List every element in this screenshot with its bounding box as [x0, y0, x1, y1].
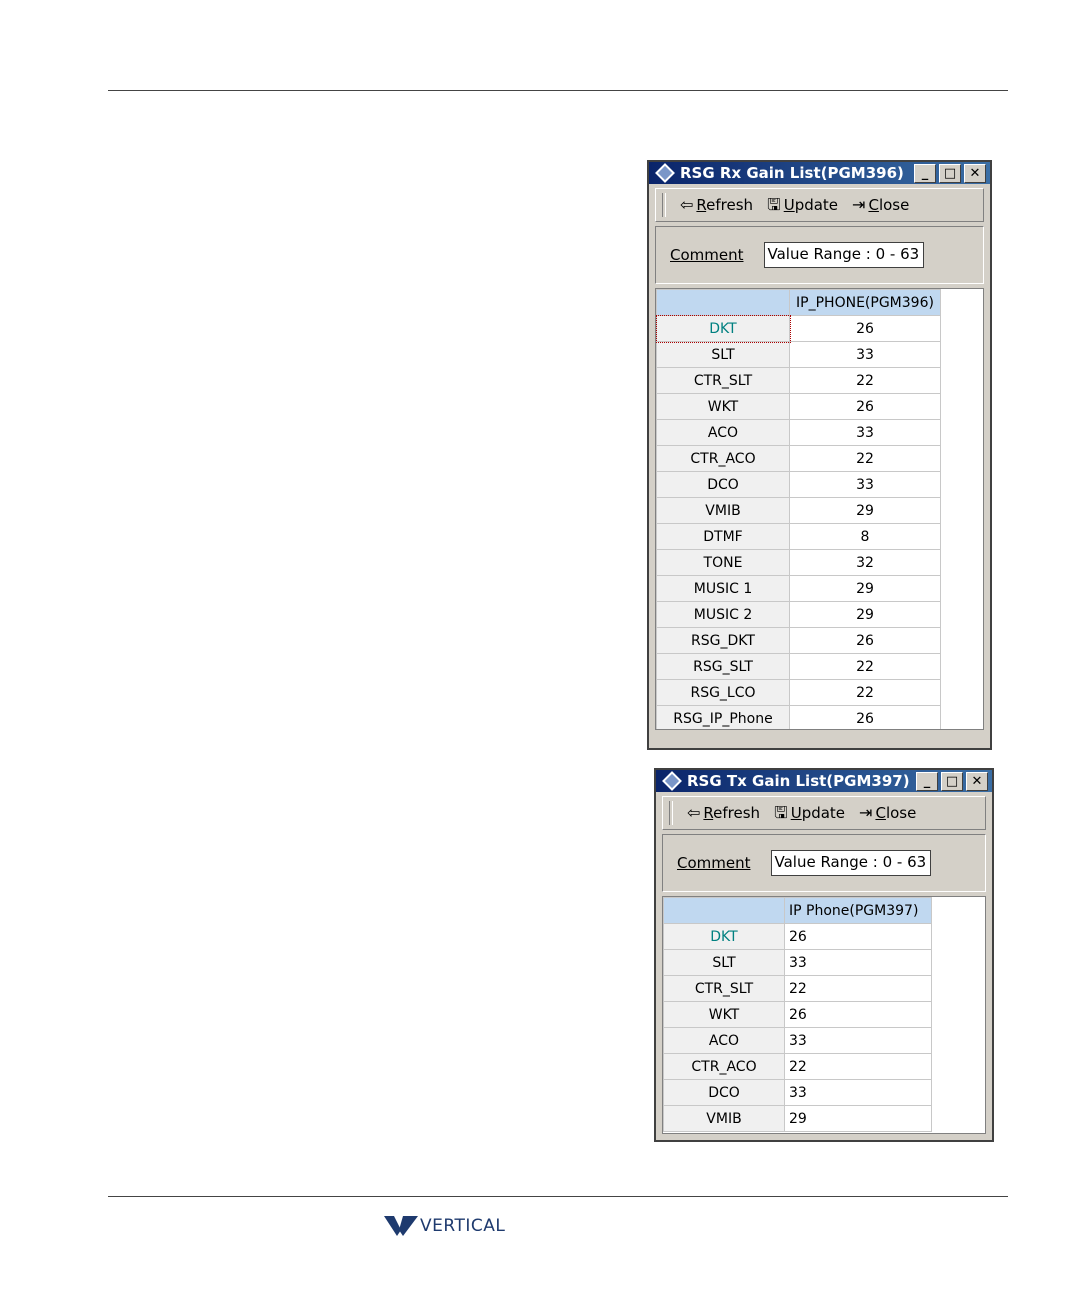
- table-row[interactable]: [657, 394, 941, 420]
- table-row[interactable]: [657, 602, 941, 628]
- table-row[interactable]: [657, 420, 941, 446]
- tx-comment-area: [662, 834, 986, 892]
- row-label[interactable]: VMIB: [664, 1106, 785, 1132]
- gain-value-cell[interactable]: 26: [790, 316, 941, 342]
- row-label[interactable]: RSG_LCO: [657, 680, 790, 706]
- gain-value-cell[interactable]: 29: [790, 602, 941, 628]
- app-icon: [655, 163, 675, 183]
- row-label[interactable]: SLT: [657, 342, 790, 368]
- table-row[interactable]: [664, 1002, 932, 1028]
- rx-comment-area: [655, 226, 984, 284]
- row-label[interactable]: CTR_SLT: [664, 976, 785, 1002]
- row-label[interactable]: DCO: [657, 472, 790, 498]
- vertical-wordmark: VERTICAL: [420, 1216, 506, 1236]
- tx-column-header[interactable]: IP Phone(PGM397): [785, 898, 932, 924]
- table-row[interactable]: [664, 1080, 932, 1106]
- gain-value-cell[interactable]: 32: [790, 550, 941, 576]
- rx-gain-window: [647, 160, 992, 750]
- gain-value-cell[interactable]: 26: [790, 706, 941, 731]
- table-row[interactable]: [657, 342, 941, 368]
- row-label[interactable]: VMIB: [657, 498, 790, 524]
- save-disk-icon: 🖫: [774, 803, 788, 822]
- tx-gain-window: [654, 768, 994, 1142]
- minimize-icon[interactable]: _: [916, 772, 938, 791]
- table-row[interactable]: [657, 706, 941, 731]
- table-row[interactable]: [664, 1028, 932, 1054]
- rx-refresh-button[interactable]: ⇦ Refresh: [680, 195, 754, 214]
- gain-value-cell[interactable]: 33: [790, 472, 941, 498]
- gain-value-cell[interactable]: 33: [790, 420, 941, 446]
- rx-table: [656, 289, 941, 730]
- row-label[interactable]: DKT: [664, 924, 785, 950]
- table-row[interactable]: [657, 654, 941, 680]
- gain-value-cell[interactable]: 22: [785, 976, 932, 1002]
- gain-value-cell[interactable]: 26: [785, 924, 932, 950]
- row-label[interactable]: MUSIC 2: [657, 602, 790, 628]
- row-header-corner: [657, 290, 790, 316]
- row-label[interactable]: TONE: [657, 550, 790, 576]
- maximize-icon[interactable]: □: [939, 164, 961, 183]
- close-icon[interactable]: ✕: [966, 772, 988, 791]
- rx-header-row: [657, 290, 941, 316]
- table-row[interactable]: [657, 628, 941, 654]
- table-row[interactable]: [664, 1054, 932, 1080]
- rx-grid: [655, 288, 984, 730]
- table-row[interactable]: [657, 680, 941, 706]
- gain-value-cell[interactable]: 33: [790, 342, 941, 368]
- table-row[interactable]: [657, 498, 941, 524]
- vertical-logo: [384, 1214, 505, 1238]
- minimize-icon[interactable]: _: [914, 164, 936, 183]
- vertical-logo-icon: [384, 1214, 418, 1238]
- gain-value-cell[interactable]: 26: [790, 394, 941, 420]
- row-label[interactable]: DKT: [657, 316, 790, 342]
- rx-toolbar: [655, 188, 984, 222]
- rx-close-button[interactable]: ⇥ Close: [852, 195, 910, 214]
- table-row[interactable]: [657, 550, 941, 576]
- back-arrow-icon: ⇦: [680, 195, 694, 214]
- table-row[interactable]: [657, 524, 941, 550]
- tx-refresh-button[interactable]: ⇦ Refresh: [687, 803, 761, 822]
- rx-window-title: RSG Rx Gain List(PGM396): [680, 164, 904, 182]
- rx-update-button[interactable]: 🖫 Update: [767, 195, 839, 214]
- exit-icon: ⇥: [859, 803, 873, 822]
- gain-value-cell[interactable]: 26: [790, 628, 941, 654]
- rx-column-header[interactable]: IP_PHONE(PGM396): [790, 290, 941, 316]
- gain-value-cell[interactable]: 8: [790, 524, 941, 550]
- gain-value-cell[interactable]: 22: [790, 654, 941, 680]
- row-label[interactable]: RSG_DKT: [657, 628, 790, 654]
- table-row[interactable]: [664, 1106, 932, 1132]
- gain-value-cell[interactable]: 29: [790, 498, 941, 524]
- rx-comment-field[interactable]: Value Range : 0 - 63: [764, 242, 924, 268]
- tx-comment-field[interactable]: Value Range : 0 - 63: [771, 850, 931, 876]
- row-label[interactable]: RSG_SLT: [657, 654, 790, 680]
- row-label[interactable]: CTR_ACO: [664, 1054, 785, 1080]
- tx-close-button[interactable]: ⇥ Close: [859, 803, 917, 822]
- gain-value-cell[interactable]: 33: [785, 1080, 932, 1106]
- gain-value-cell[interactable]: 33: [785, 950, 932, 976]
- row-label[interactable]: CTR_ACO: [657, 446, 790, 472]
- exit-icon: ⇥: [852, 195, 866, 214]
- tx-title-bar[interactable]: [656, 770, 992, 792]
- row-label[interactable]: DCO: [664, 1080, 785, 1106]
- table-row[interactable]: [657, 472, 941, 498]
- footer-rule: [108, 1196, 1008, 1197]
- rx-title-bar[interactable]: [649, 162, 990, 184]
- row-label[interactable]: CTR_SLT: [657, 368, 790, 394]
- gain-value-cell[interactable]: 22: [785, 1054, 932, 1080]
- tx-header-row: [664, 898, 932, 924]
- app-icon: [662, 771, 682, 791]
- gain-value-cell[interactable]: 26: [785, 1002, 932, 1028]
- tx-table: [663, 897, 932, 1132]
- close-icon[interactable]: ✕: [964, 164, 986, 183]
- table-row[interactable]: [657, 446, 941, 472]
- header-rule: [108, 90, 1008, 91]
- tx-toolbar: [662, 796, 986, 830]
- back-arrow-icon: ⇦: [687, 803, 701, 822]
- toolbar-grip: [669, 801, 673, 825]
- table-row[interactable]: [664, 976, 932, 1002]
- table-row[interactable]: [657, 316, 941, 342]
- save-disk-icon: 🖫: [767, 195, 781, 214]
- table-row[interactable]: [664, 924, 932, 950]
- row-label[interactable]: SLT: [664, 950, 785, 976]
- gain-value-cell[interactable]: 22: [790, 446, 941, 472]
- gain-value-cell[interactable]: 22: [790, 368, 941, 394]
- row-header-corner: [664, 898, 785, 924]
- row-label[interactable]: ACO: [657, 420, 790, 446]
- tx-comment-label: Comment: [677, 854, 751, 872]
- tx-update-button[interactable]: 🖫 Update: [774, 803, 846, 822]
- row-label[interactable]: DTMF: [657, 524, 790, 550]
- row-label[interactable]: WKT: [657, 394, 790, 420]
- gain-value-cell[interactable]: 22: [790, 680, 941, 706]
- tx-window-title: RSG Tx Gain List(PGM397): [687, 772, 910, 790]
- gain-value-cell[interactable]: 29: [785, 1106, 932, 1132]
- tx-grid: [662, 896, 986, 1134]
- table-row[interactable]: [657, 576, 941, 602]
- maximize-icon[interactable]: □: [941, 772, 963, 791]
- toolbar-grip: [662, 193, 666, 217]
- row-label[interactable]: RSG_IP_Phone: [657, 706, 790, 731]
- rx-comment-label: Comment: [670, 246, 744, 264]
- table-row[interactable]: [657, 368, 941, 394]
- gain-value-cell[interactable]: 33: [785, 1028, 932, 1054]
- table-row[interactable]: [664, 950, 932, 976]
- row-label[interactable]: ACO: [664, 1028, 785, 1054]
- row-label[interactable]: WKT: [664, 1002, 785, 1028]
- row-label[interactable]: MUSIC 1: [657, 576, 790, 602]
- gain-value-cell[interactable]: 29: [790, 576, 941, 602]
